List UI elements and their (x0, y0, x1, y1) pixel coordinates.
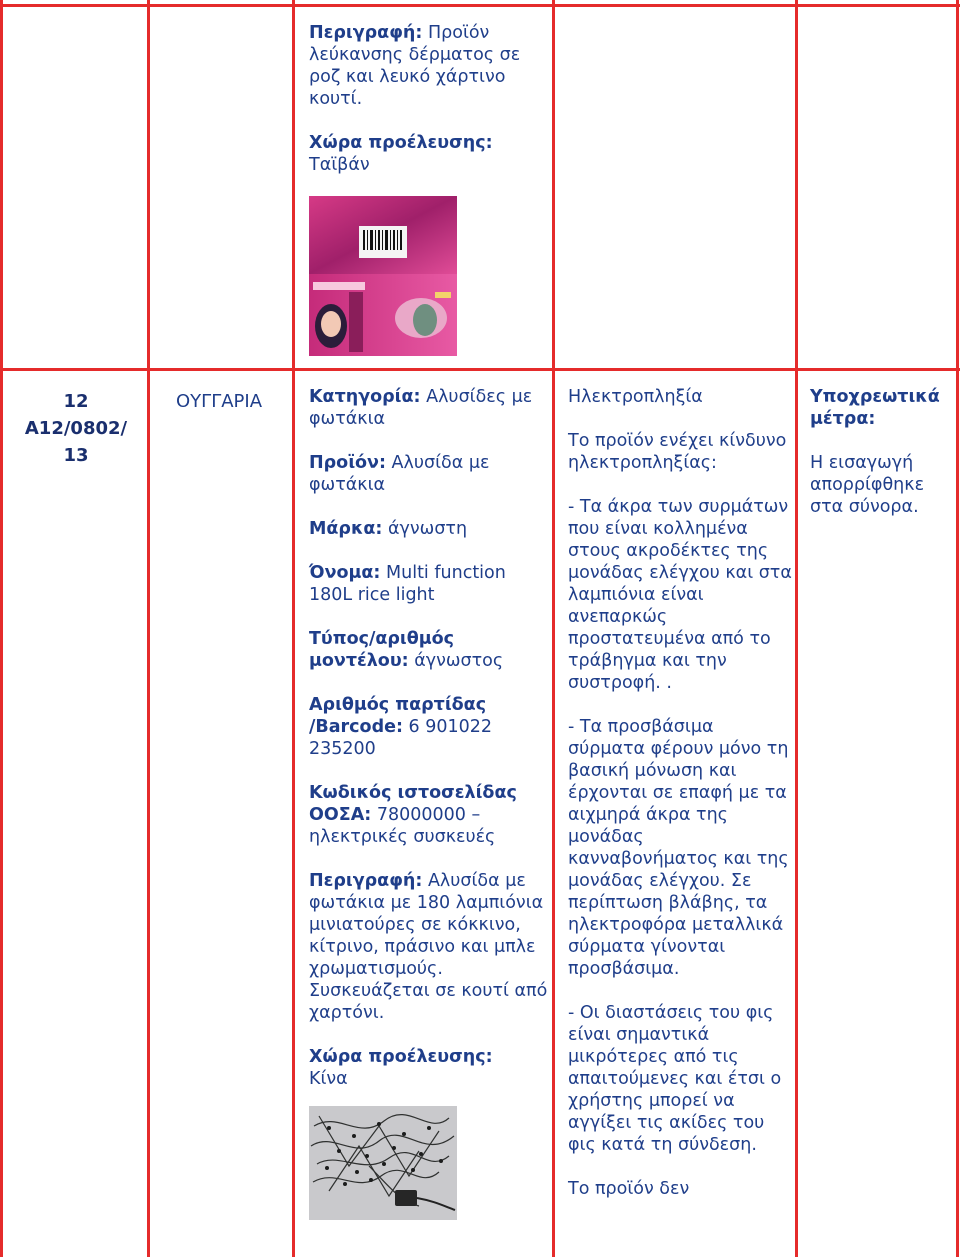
brand-value: άγνωστη (388, 519, 468, 539)
risk-title: Ηλεκτροπληξία (568, 387, 703, 407)
risk-paragraph-continued: Το προϊόν δεν (568, 1179, 690, 1199)
origin-label: Χώρα προέλευσης: (309, 1047, 493, 1067)
notifying-country: ΟΥΓΓΑΡΙΑ (176, 391, 263, 412)
model-label: Τύπος/αριθμός μοντέλου: (309, 629, 455, 671)
description-label: Περιγραφή: (309, 23, 423, 43)
row-number: 12 (63, 391, 89, 412)
table-border (147, 0, 150, 1257)
table-border (292, 0, 295, 1257)
product-box-photo (309, 196, 457, 356)
description-text: Προϊόν λεύκανσης δέρματος σε ροζ και λευκό χάρτινο κουτί. (309, 23, 521, 109)
name-label: Όνομα: (309, 563, 381, 583)
origin-value: Ταϊβάν (309, 155, 370, 175)
risk-paragraph: - Τα άκρα των συρμάτων που είναι κολλημένα στους ακροδέκτες της μονάδας ελέγχου και στα λαμπιόνια είναι ανεπαρκώς προστατευμένα από το τράβηγμα και την συστροφή. . (568, 497, 792, 693)
brand-label: Μάρκα: (309, 519, 383, 539)
risk-paragraph: - Οι διαστάσεις του φις είναι σημαντικά μικρότερες από τις απαιτούμενες και έτσι ο χρήστης μπορεί να αγγίξει τις ακίδες του φις κατά τη σύνδεση. (568, 1003, 782, 1155)
batch-value: 6 901022 235200 (309, 717, 493, 759)
origin-label: Χώρα προέλευσης: (309, 133, 493, 153)
description-label: Περιγραφή: (309, 871, 423, 891)
measures-value: Η εισαγωγή απορρίφθηκε στα σύνορα. (810, 453, 925, 517)
category-value: Αλυσίδες με φωτάκια (309, 387, 533, 429)
measures-cell (810, 386, 954, 540)
category-label: Κατηγορία: (309, 387, 421, 407)
table-border (552, 0, 555, 1257)
table-border (795, 0, 798, 1257)
measures-label: Υποχρεωτικά μέτρα: (810, 387, 940, 429)
table-border-left (0, 0, 3, 1257)
batch-label: Αριθμός παρτίδας /Barcode: (309, 695, 487, 737)
row-number-cell (8, 388, 144, 469)
risk-cell (568, 386, 792, 1222)
risk-intro: Το προϊόν ενέχει κίνδυνο ηλεκτροπληξίας: (568, 431, 787, 473)
reference-year: 13 (63, 445, 89, 466)
reference-code: A12/0802/ (24, 418, 128, 439)
oecd-label: Κωδικός ιστοσελίδας ΟΟΣΑ: (309, 783, 517, 825)
origin-value: Κίνα (309, 1069, 348, 1089)
name-value: Multi function 180L rice light (309, 563, 506, 605)
model-value: άγνωστος (414, 651, 504, 671)
oecd-value: 78000000 – ηλεκτρικές συσκευές (309, 805, 496, 847)
product-details-cell (309, 386, 549, 1112)
row1-description-cell (309, 22, 544, 198)
light-chain-photo (309, 1106, 457, 1220)
table-border-right (956, 0, 959, 1257)
table-border-top (0, 4, 960, 7)
product-label: Προϊόν: (309, 453, 386, 473)
risk-paragraph: - Τα προσβάσιμα σύρματα φέρουν μόνο τη βασική μόνωση και έρχονται σε επαφή με τα αιχμηρά άκρα της μονάδας κανναβονήματος και της μονάδας ελέγχου. Σε περίπτωση βλάβης, τα ηλεκτροφόρα μεταλλικά σύρματα γίνονται προσβάσιμα. (568, 717, 789, 979)
light-chain-image (309, 1106, 457, 1220)
country-cell (176, 391, 288, 413)
product-box-image (309, 196, 457, 356)
row-divider (0, 368, 960, 371)
product-value: Αλυσίδα με φωτάκια (309, 453, 490, 495)
description-value: Αλυσίδα με φωτάκια με 180 λαμπιόνια μινιατούρες σε κόκκινο, κίτρινο, πράσινο και μπλε χρωματισμούς. Συσκευάζεται σε κουτί από χαρτόνι. (309, 871, 548, 1023)
